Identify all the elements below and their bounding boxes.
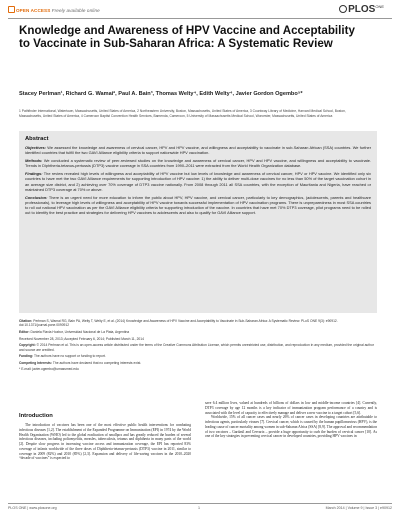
funding: Funding: The authors have no support or funding to report.	[19, 354, 106, 359]
plos-logo-icon	[339, 5, 347, 13]
footer-divider	[8, 503, 392, 504]
competing-interests: Competing Interests: The authors have declared that no competing interests exist.	[19, 360, 142, 365]
intro-paragraph: Worldwide, 15% of all cancer cases and nearly 26% of cancer cases in developing countries are attributable to infectious agents, particularly viruses [7]. Cervical cancer, which is caused by the human papillomavirus (HPV), is the leading cause of cancer mortality among women in sub-Saharan Africa (SSA) [8,9]. The approval and recommendation of two vaccines – Gardasil and Cervarix – provide a huge opportunity to curb the burden of cervical cancer [10]. As one of the key strategies in preventing cervical cancer in developed countries, providing HPV vaccines in	[205, 415, 377, 439]
intro-paragraph: The introduction of vaccines has been one of the most effective public health interventions for combating infectious diseases [1,2]. The establishment of the Expanded Programme on Immunization (EPI) in 1974 by the World Health Organization (WHO) led to the global eradication of smallpox and has greatly reduced the burden of several infectious diseases, including poliomyelitis, measles, tuberculosis, tetanus and diphtheria in many parts of the world [2]. Despite slow progress in increasing vaccine access and immunization coverage, the EPI has reported 83% coverage of infants worldwide of the three doses of Diphtheria-tetanus-pertussis (DTP3) vaccine in 2011, similar to coverage in 2009 (82%) and 2010 (85%) [2,3]. Expansion and delivery of life-saving vaccines in the 2010–2020 “decade of vaccines” is expected to	[19, 423, 191, 461]
journal-website[interactable]: PLOS ONE | www.plosone.org	[8, 506, 57, 510]
plos-one-logo[interactable]: $PLOS^{ONE}$	[339, 4, 384, 15]
citation: Citation: Perlman S, Wamai RG, Bain PA, Welty T, Welty E, et al. (2014) Knowledge and Awareness of HPV Vaccine and Acceptability to Vaccinate in Sub-Saharan Africa: A Systematic Review. PLoS ONE 9(3): e90912. doi:10.1371/journal.pone.0090912	[19, 319, 338, 328]
author-list: Stacey Perlman¹, Richard G. Wamai², Paul A. Bain³, Thomas Welty⁴, Edith Welty⁴, Javier Gordon Ogembo⁵*	[19, 91, 303, 97]
abstract-heading: Abstract	[25, 136, 49, 142]
open-access-label: OPEN ACCESS	[16, 8, 51, 13]
introduction-heading: Introduction	[19, 413, 53, 419]
copyright: Copyright: © 2014 Perlman et al. This is an open-access article distributed under the terms of the Creative Commons Attribution License, which permits unrestricted use, distribution, and reproduction in any medium, provided the original author and source are credited.	[19, 343, 374, 352]
open-access-badge[interactable]	[8, 6, 100, 13]
editor: Editor: Daniela Flavia Hozbor, Universidad Nacional de La Plata, Argentina	[19, 330, 130, 334]
article-metadata	[19, 319, 377, 374]
body-column-left	[19, 423, 191, 461]
abstract-methods: Methods: We conducted a systematic review of peer-reviewed studies on the knowledge and awareness of cervical cancer, HPV and HPV vaccine, and willingness and acceptability to vaccinate. Trends in Diphtheria-tetanus-pertussis (DTP3) vaccine coverage in SSA countries from 1990–2011 were extracted from the World Health Organization database.	[25, 158, 371, 169]
abstract-box	[19, 131, 377, 313]
abstract-objectives: Objectives: We assessed the knowledge and awareness of cervical cancer, HPV and HPV vaccine, and willingness and acceptability to vaccinate in sub-Saharan African (SSA) countries. We further identified countries that fulfill the two GAVI Alliance eligibility criteria to support nationwide HPV vaccination.	[25, 145, 371, 156]
abstract-findings: Findings: The review revealed high levels of willingness and acceptability of HPV vaccine but low levels of knowledge and awareness of cervical cancer, HPV or HPV vaccine. We identified only six countries to have met the two GAVI Alliance requirements for supporting introduction of HPV vaccine: 1) the ability to deliver multi-dose vaccines for no less than 50% of the target vaccination cohort in an average size district, and 2) achieving over 70% coverage of DTP3 vaccine nationally. From 2008 through 2011 all SSA countries, with the exception of Mauritania and Nigeria, have reached or maintained DTP3 coverage at 70% or above.	[25, 171, 372, 192]
abstract-conclusion: Conclusion: There is an urgent need for more education to inform the public about HPV, HPV vaccine, and cervical cancer, particularly to key demographics, (adolescents, parents and healthcare professionals), to leverage high levels of willingness and acceptability of HPV vaccine towards successful implementation of HPV vaccination programs. There is unpreparedness in most SSA countries to roll out national HPV vaccination as per the GAVI Alliance eligibility criteria for supporting introduction of the vaccine. In countries that have met 70% DTP3 coverage, pilot programs need to be rolled out to identify the best practice and strategies for delivering HPV vaccines to adolescents and also to qualify for GAVI Alliance support.	[25, 194, 371, 216]
article-title: Knowledge and Awareness of HPV Vaccine and Acceptability to Vaccinate in Sub-Saharan Africa: A Systematic Review	[19, 24, 355, 51]
open-lock-icon	[8, 6, 15, 13]
journal-header	[8, 5, 392, 17]
freely-available-label: Freely available online	[51, 8, 100, 13]
page-number: 1	[198, 506, 200, 510]
publication-dates: Received November 28, 2013; Accepted February 6, 2014; Published March 11, 2014	[19, 336, 144, 341]
header-divider	[8, 18, 392, 19]
corresponding-email[interactable]: * E-mail: javier.ogembo@umassmed.edu	[19, 367, 79, 372]
affiliations: 1 Pathfinder International, Watertown, Massachusetts, United States of America, 2 Northeastern University, Boston, Massachusetts, United States of America, 3 Countway Library of Medicine, Harvard Medical School, Boston, Massachusetts, United States of America, 4 Cameroon Baptist Convention Health Services, Bamenda, Cameroon, 5 University of Massachusetts Medical School, Worcester, Massachusetts, United States of America	[19, 109, 346, 118]
body-column-right	[205, 401, 377, 439]
intro-paragraph-continued: save 6.4 million lives, valued at hundreds of billions of dollars in low and middle-income countries [4]. Currently, DTP3 coverage by age 12 months is a key indicator of immunization program performance of a country and is associated with the level of capacity to effectively manage and deliver a new vaccine to a target cohort [5,6].	[205, 401, 377, 415]
issue-info: March 2014 | Volume 9 | Issue 3 | e90912	[325, 506, 392, 510]
